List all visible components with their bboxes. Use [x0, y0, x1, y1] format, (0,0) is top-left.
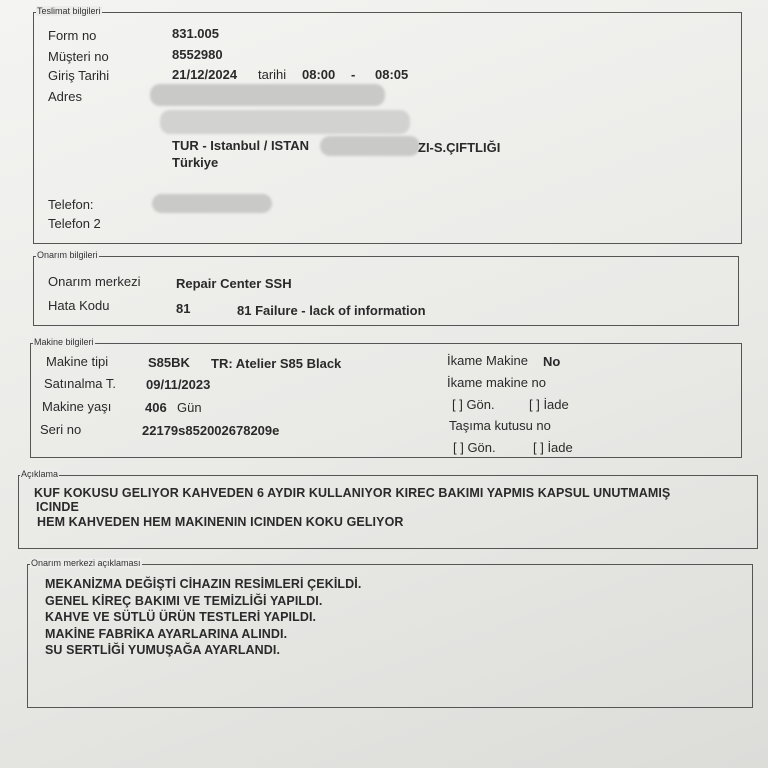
onarim-legend: Onarım bilgileri [37, 250, 98, 260]
ikame-makine-no-label: İkame makine no [447, 375, 546, 390]
merkez-aciklama-line-4: MAKİNE FABRİKA AYARLARINA ALINDI. [45, 627, 288, 641]
onarim-merkezi-label: Onarım merkezi [48, 274, 141, 289]
satinalma-value: 09/11/2023 [146, 377, 211, 392]
iade-checkbox-2: [ ] İade [533, 440, 573, 455]
address-line-1-end: ZI-S.ÇIFTLIĞI [418, 140, 501, 155]
giris-tarihi-label: Giriş Tarihi [48, 68, 110, 83]
time-from: 08:00 [302, 67, 336, 82]
giris-tarihi-value: 21/12/2024 [172, 67, 238, 82]
merkez-aciklama-line-1: MEKANİZMA DEĞİŞTİ CİHAZIN RESİMLERİ ÇEKİLDİ. [45, 577, 362, 591]
tarihi-label: tarihi [258, 67, 287, 82]
merkez-aciklama-line-5: SU SERTLİĞİ YUMUŞAĞA AYARLANDI. [45, 643, 281, 657]
telefon2-label: Telefon 2 [48, 216, 101, 231]
merkez-aciklama-line-3: KAHVE VE SÜTLÜ ÜRÜN TESTLERİ YAPILDI. [45, 610, 317, 624]
hata-kodu-label: Hata Kodu [48, 298, 110, 313]
ikame-makine-label: İkame Makine [447, 353, 528, 368]
telefon-label: Telefon: [48, 197, 94, 212]
makine-tipi-label: Makine tipi [46, 354, 109, 369]
musteri-no-label: Müşteri no [48, 49, 109, 64]
makine-yasi-label: Makine yaşı [42, 399, 112, 414]
musteri-no-value: 8552980 [172, 47, 223, 62]
teslimat-legend: Teslimat bilgileri [37, 6, 101, 16]
merkez-aciklama-legend: Onarım merkezi açıklaması [31, 558, 141, 568]
address-redaction-3 [320, 136, 420, 156]
makine-yasi-value: 406 [145, 400, 167, 415]
time-to: 08:05 [375, 67, 409, 82]
address-redaction-2 [160, 110, 410, 134]
merkez-aciklama-line-2: GENEL KİREÇ BAKIMI VE TEMİZLİĞİ YAPILDI. [45, 594, 323, 608]
aciklama-legend: Açıklama [21, 469, 59, 479]
satinalma-label: Satınalma T. [44, 376, 117, 391]
makine-legend: Makine bilgileri [34, 337, 94, 347]
hata-kodu-value: 81 [176, 301, 191, 316]
gon-checkbox-1: [ ] Gön. [452, 397, 495, 412]
form-no-label: Form no [48, 28, 97, 43]
adres-label: Adres [48, 89, 82, 104]
address-line-2: Türkiye [172, 155, 219, 170]
onarim-merkezi-value: Repair Center SSH [176, 276, 292, 291]
seri-no-label: Seri no [40, 422, 82, 437]
form-no-value: 831.005 [172, 26, 219, 41]
makine-section [30, 343, 742, 458]
time-separator: - [351, 67, 356, 82]
seri-no-value: 22179s852002678209e [142, 423, 280, 438]
aciklama-line-1: KUF KOKUSU GELIYOR KAHVEDEN 6 AYDIR KULLANIYOR KIREC BAKIMI YAPMIS KAPSUL UNUTMAMIŞ [34, 486, 671, 500]
tasima-kutusu-label: Taşıma kutusu no [449, 418, 551, 433]
iade-checkbox-1: [ ] İade [529, 397, 569, 412]
makine-tipi-name: TR: Atelier S85 Black [211, 356, 342, 371]
telefon-redaction [152, 194, 272, 213]
hata-kodu-description: 81 Failure - lack of information [237, 303, 426, 318]
makine-yasi-unit: Gün [177, 400, 202, 415]
gon-checkbox-2: [ ] Gön. [453, 440, 496, 455]
address-redaction-1 [150, 84, 385, 106]
aciklama-line-3: HEM KAHVEDEN HEM MAKINENIN ICINDEN KOKU GELIYOR [37, 515, 404, 529]
ikame-makine-value: No [543, 354, 561, 369]
aciklama-line-2: ICINDE [36, 500, 79, 514]
address-line-1-start: TUR - Istanbul / ISTAN [172, 138, 309, 153]
makine-tipi-code: S85BK [148, 355, 190, 370]
